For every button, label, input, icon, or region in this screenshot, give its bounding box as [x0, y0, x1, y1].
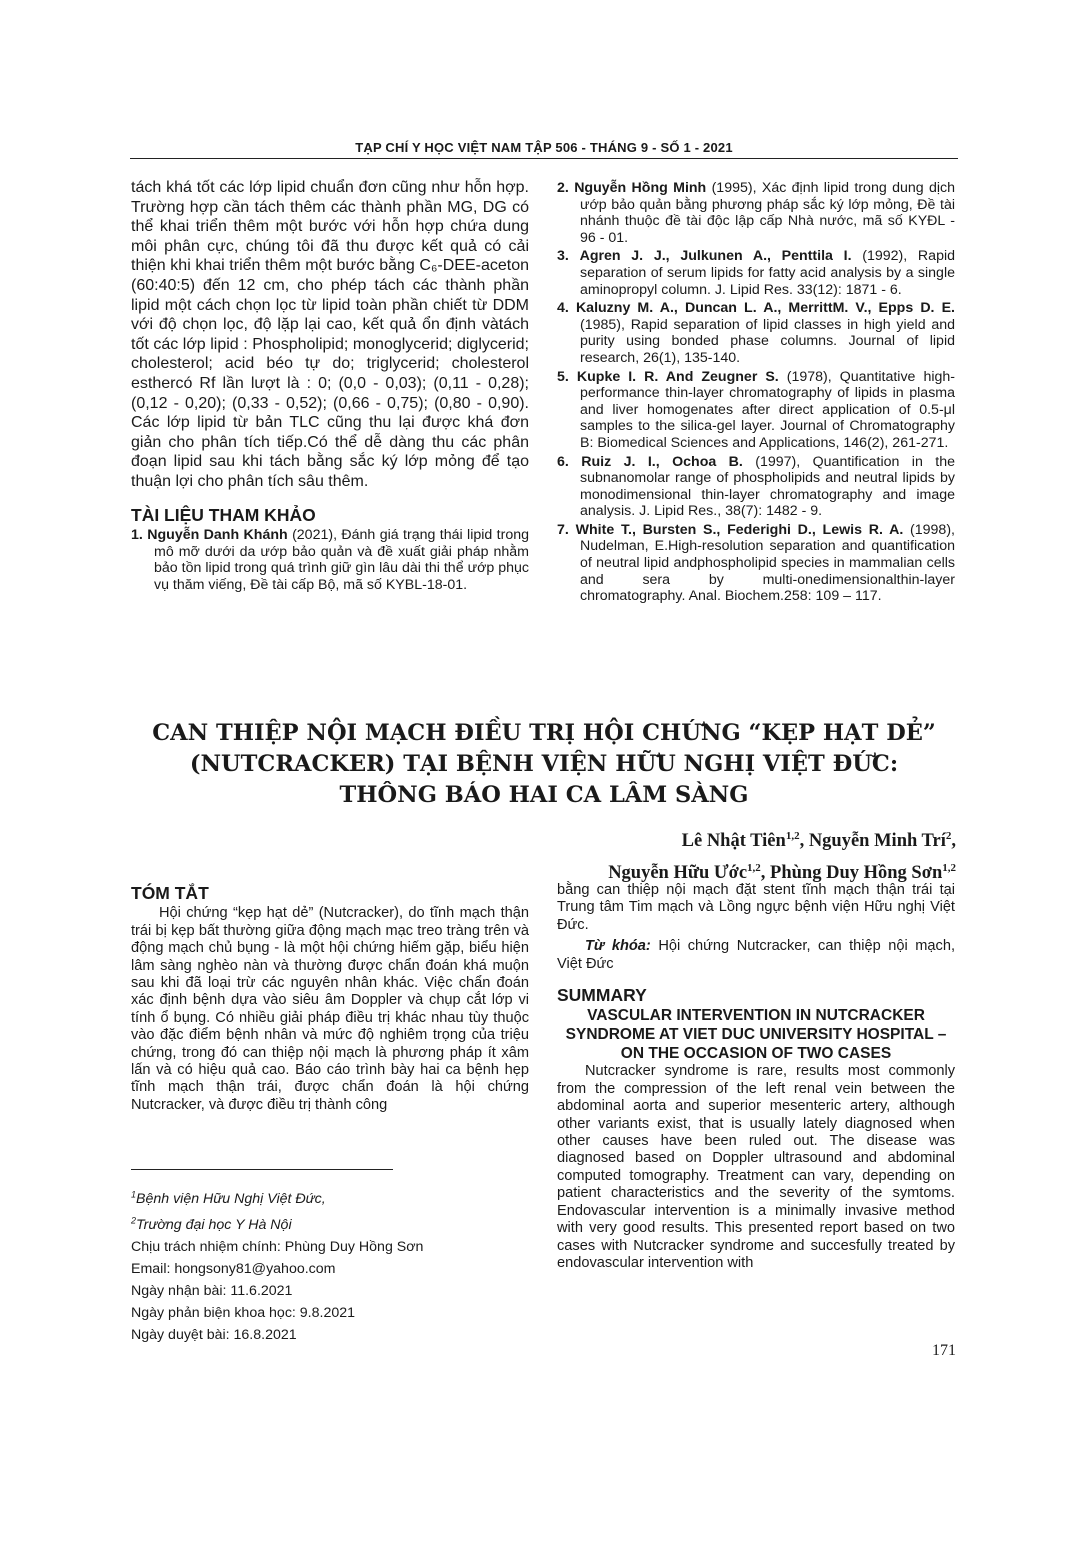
page-number: 171: [932, 1342, 956, 1359]
affiliation-text: Trường đại học Y Hà Nội: [136, 1217, 292, 1234]
reference-number: 6.: [557, 453, 569, 470]
article-title-line-2: (NUTCRACKER) TẠI BỆNH VIỆN HỮU NGHỊ VIỆT ĐỨC:: [189, 751, 899, 777]
article-title-line-3: THÔNG BÁO HAI CA LÂM SÀNG: [339, 782, 749, 808]
author-line-1: [430, 823, 956, 855]
reference-text: (1998), Nudelman, E.High-resolution separation and quantification of neutral lipid andphospholipid species in mammalian cells and sera by multi-onedimensionalthin-layer chromatography. Anal. Biochem.258: 109 – 117.: [580, 521, 955, 605]
reference-text: (1978), Quantitative high-performance thin-layer chromatography of lipids in plasma and liver homogenates after direct application of 0.5-μl samples to the silica-gel layer. Journal of Chromatography B: Biomedical Sciences and Applications, 146(2), 261-271.: [580, 368, 955, 451]
reference-number: 7.: [557, 521, 569, 538]
affiliation-sup: 2: [131, 1215, 137, 1226]
reference-authors: White T., Bursten S., Federighi D., Lewis R. A.: [575, 521, 904, 538]
journal-header: TẠP CHÍ Y HỌC VIỆT NAM TẬP 506 - THÁNG 9 - SỐ 1 - 2021: [355, 140, 733, 155]
author-separator: ,: [799, 831, 809, 852]
reference-item-4: [557, 300, 955, 366]
date-received: Ngày nhận bài: 11.6.2021: [131, 1283, 293, 1300]
reference-text: (2021), Đánh giá trạng thái lipid trong mô mỡ dưới da ướp bảo quản và đề xuất giải pháp nhằm bảo tồn lipid trong quá trình giữ gìn lâu dài thi thể ướp phục vụ thăm viếng, Đề tài cấp Bộ, mã số KYBL-18-01.: [154, 527, 530, 593]
author-affiliation-sup: 1,2: [747, 862, 761, 875]
reference-item-1: [131, 527, 529, 593]
reference-authors: Kupke I. R. And Zeugner S.: [576, 368, 779, 385]
keywords: [557, 938, 955, 973]
reference-authors: Kaluzny M. A., Duncan L. A., MerrittM. V., Epps D. E.: [575, 300, 955, 317]
footnotes: [131, 1183, 531, 1346]
author-name: Nguyễn Minh Trí: [808, 831, 946, 852]
author-name: Nguyễn Hữu Ước: [608, 863, 748, 884]
article-title: [130, 718, 958, 811]
author-separator: ,: [760, 863, 771, 884]
affiliation-2: [131, 1210, 531, 1237]
reference-item-2: [557, 180, 955, 246]
author-name: Lê Nhật Tiên: [681, 831, 786, 852]
reference-number: 5.: [557, 368, 569, 385]
corresponding-author: Chịu trách nhiệm chính: Phùng Duy Hồng Sơn: [131, 1239, 424, 1256]
references-heading: TÀI LIỆU THAM KHẢO: [131, 504, 316, 525]
reference-number: 4.: [557, 300, 569, 317]
date-reviewed: Ngày phản biện khoa học: 9.8.2021: [131, 1305, 356, 1322]
reference-text: (1995), Xác định lipid trong dung dịch ướp bảo quản bằng phương pháp sắc ký lớp mỏng, Đề tài nhánh thuộc đề tài độc lập cấp Nhà nước, mã số KYĐL - 96 - 01.: [580, 180, 955, 246]
author-affiliation-sup: 2: [945, 830, 952, 842]
date-accepted: Ngày duyệt bài: 16.8.2021: [131, 1327, 297, 1344]
reference-item-7: [557, 522, 955, 605]
affiliation-text: Bệnh viện Hữu Nghị Việt Đức,: [136, 1190, 326, 1207]
reference-authors: Agren J. J., Julkunen A., Penttila I.: [579, 248, 852, 265]
summary-text: Nutcracker syndrome is rare, results most commonly from the compression of the left renal vein between the abdominal aorta and superior mesenteric artery, although other variants exist, that is usually lately diagnosed when other causes have been ruled out. The disease was diagnosed based on Doppler ultrasound and abdominal computed tomography. Treatment can vary, depending on patient characteristics and the severity of the symtoms. Endovascular intervention is a minimally invasive method with very good results. This presented report based on two cases with Nutcracker syndrome and succesfully treated by endovascular intervention with: [557, 1063, 955, 1271]
abstract-heading: TÓM TẮT: [131, 883, 209, 903]
reference-authors: Ruiz J. I., Ochoa B.: [581, 453, 743, 470]
references-list-left: [131, 527, 529, 593]
email: Email: hongsony81@yahoo.com: [131, 1261, 336, 1278]
summary-title: VASCULAR INTERVENTION IN NUTCRACKER SYNDROME AT VIET DUC UNIVERSITY HOSPITAL – ON THE OCCASION OF TWO CASES: [565, 1007, 947, 1063]
affiliation-sup: 1: [131, 1189, 137, 1199]
prev-article-left-column: [131, 178, 529, 595]
reference-authors: Nguyễn Hồng Minh: [574, 180, 707, 196]
author-name: Phùng Duy Hồng Sơn: [770, 863, 943, 884]
reference-item-3: [557, 248, 955, 298]
abstract-right-column: [557, 882, 955, 1272]
reference-text: (1985), Rapid separation of lipid classes in high yield and purity using bonded phase columns. Journal of lipid research, 26(1), 135-140.: [580, 316, 955, 366]
header-rule: [130, 158, 958, 159]
author-affiliation-sup: 1,2: [942, 862, 956, 875]
author-affiliation-sup: 1,2: [785, 830, 800, 842]
reference-text: (1997), Quantification in the subnanomolar range of phospholipids and neutral lipids by monodimensional thin-layer chromatography and image analysis. J. Lipid Res., 38(7): 1482 - 9.: [580, 453, 955, 520]
author-list: [430, 823, 956, 887]
references-list-right: [557, 180, 955, 607]
abstract-continuation: bằng can thiệp nội mạch đặt stent tĩnh mạch thận trái tại Trung tâm Tim mạch và Lồng ngực bệnh viện Hữu nghị Việt Đức.: [557, 882, 955, 933]
author-separator: ,: [951, 831, 956, 852]
affiliation-1: [131, 1183, 531, 1210]
reference-item-5: [557, 369, 955, 452]
abstract-text: Hội chứng “kẹp hạt dẻ” (Nutcracker), do tĩnh mạch thận trái bị kẹp bất thường giữa động mạch mạc treo tràng trên và động mạch chủ bụng - là một hội chứng hiếm gặp, biểu hiện lâm sàng nghèo nàn và thường được chẩn đoán khá muộn sau khi đã loại trừ các nguyên nhân khác. Việc chẩn đoán xác định bệnh dựa vào siêu âm Doppler và chụp cắt lớp vi tính ổ bụng. Có nhiều giải pháp điều trị khác nhau tùy thuộc vào đặc điểm bệnh nhân và mức độ nghiêm trọng của triệu chứng, trong đó can thiệp nội mạch là phương pháp ít xâm lấn và có hiệu quả cao. Báo cáo trình bày hai ca bệnh hẹp tĩnh mạch thận trái, được chẩn đoán là hội chứng Nutcracker, và được điều trị thành công: [131, 905, 529, 1113]
reference-number: 1.: [131, 527, 143, 544]
summary-heading: SUMMARY: [557, 985, 647, 1006]
reference-text: (1992), Rapid separation of serum lipids for fatty acid analysis by a single aminopropyl column. J. Lipid Res. 33(12): 1871 - 6.: [580, 248, 955, 298]
keywords-label: Từ khóa:: [585, 938, 651, 955]
reference-authors: Nguyễn Danh Khánh: [147, 527, 288, 544]
keywords-text: Hội chứng Nutcracker, can thiệp nội mạch, Việt Đức: [557, 938, 956, 972]
abstract-left-column: [131, 885, 529, 1114]
reference-number: 2.: [557, 180, 569, 196]
article-title-line-1: CAN THIỆP NỘI MẠCH ĐIỀU TRỊ HỘI CHỨNG “KẸP HẠT DẺ”: [152, 720, 936, 746]
prev-article-body-text: tách khá tốt các lớp lipid chuẩn đơn cũng như hỗn hợp. Trường hợp cần tách thêm các thành phần MG, DG có thể khai triển thêm một bước với hỗn hợp chứa dung môi phân cực, chúng tôi đã thu được kết quả có cải thiện khi khai triển thêm một bước bằng C₆-DEE-aceton (60:40:5) đến 12 cm, cho phép tách các thành phần lipid một cách chọn lọc từ lipid toàn phần chiết từ DDM với độ chọn lọc, độ lặp lại cao, kết quả ổn định vàtách tốt các lớp lipid : Phospholipid; monoglycerid; diglycerid; cholesterol; acid béo tự do; triglycerid; cholesterol esthercó Rf lần lượt là : 0; (0,0 - 0,03); (0,11 - 0,28); (0,12 - 0,20); (0,33 - 0,52); (0,66 - 0,75); (0,80 - 0,90). Các lớp lipid từ bản TLC cũng thu lại được khá đơn giản cho phân tích tiếp.Có thể dễ dàng thu các phân đoạn lipid sau khi tách bằng sắc ký lớp mỏng để tạo thuận lợi cho phân tích sâu thêm.: [131, 179, 529, 490]
reference-item-6: [557, 454, 955, 520]
reference-number: 3.: [557, 248, 569, 265]
footnote-rule: [131, 1169, 393, 1170]
